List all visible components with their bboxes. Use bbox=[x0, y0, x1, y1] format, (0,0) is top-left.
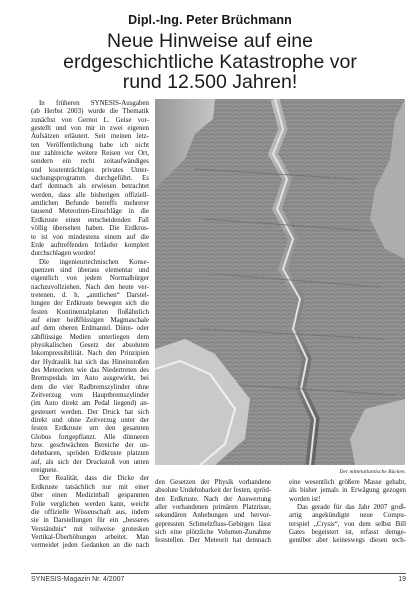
text-line: sekundären Anhebungen und hervor- bbox=[155, 511, 271, 520]
text-line: (im Auto direkt am Pedal liegend) an- bbox=[31, 399, 149, 408]
text-line: feststellen. Der Meteorit hat demnach bbox=[155, 536, 271, 545]
text-line: Vertikal-Überhöhungen arbeitet. Man bbox=[31, 532, 149, 541]
text-line: vermeidet jeden Gedanken an die nach bbox=[31, 541, 149, 550]
author-name: Dipl.-Ing. Peter Brüchmann bbox=[128, 13, 292, 27]
text-line: Bremspedals im Auto ausgewirkt, bei bbox=[31, 374, 149, 383]
figure-caption: Der mittelatlantische Rücken. bbox=[339, 469, 406, 475]
title-line-3: rund 12.500 Jahren! bbox=[122, 71, 298, 93]
text-line: die offizielle Wissenschaft aus, indem bbox=[31, 507, 149, 516]
article-column-3 bbox=[289, 478, 406, 545]
text-line: direkt und ohne Zeitverzug unter der bbox=[31, 416, 149, 425]
text-line: genüber aber keineswegs diesen tech- bbox=[289, 536, 406, 545]
text-line: absolute Undehnbarkeit der festen, spröd- bbox=[155, 486, 272, 495]
text-line: bzw. geschwächten Bereiche der un- bbox=[31, 441, 149, 450]
text-line: dehnbaren, spröden Erdkruste platzten bbox=[31, 449, 149, 458]
text-line: amtlichen Befunde betreffs mehrerer bbox=[31, 199, 149, 208]
text-line: eine wesentlich größere Masse gehabt, bbox=[289, 478, 406, 486]
text-line: Gates begeistert ist, erfasst demge- bbox=[289, 528, 406, 537]
text-line: ten Veröffentlichung habe ich nicht bbox=[31, 140, 149, 149]
text-line: Der Realität, dass die Dicke der bbox=[39, 474, 149, 483]
relief-map-graphic bbox=[155, 99, 405, 465]
text-line: werden, dass alle bisherigen offiziell- bbox=[31, 190, 149, 199]
text-line: suchungsprogramm durchgeführt. Es bbox=[31, 174, 149, 183]
article-title bbox=[14, 31, 406, 93]
text-line: sie in Darstellungen für ein „besseres bbox=[31, 516, 149, 525]
page-number: 19 bbox=[398, 576, 406, 583]
text-line: auf einer heißflüssigen Magmaschale bbox=[31, 315, 149, 324]
text-line: gesteuert werden. Der Druck hat sich bbox=[31, 407, 149, 416]
text-line: quenzen sind überaus elementar und bbox=[31, 265, 149, 274]
text-line: tretenen, d. h. „amtlichen“ Darstel- bbox=[31, 290, 149, 299]
text-line: des Meteoriten wie das Niedertreten des bbox=[31, 366, 149, 374]
text-line: dem die vier Radbremszylinder ohne bbox=[31, 382, 149, 391]
title-line-2: erdgeschichtliche Katastrophe vor bbox=[63, 50, 357, 73]
text-line: worden ist! bbox=[289, 494, 321, 503]
text-line: Erde auftreffenden Irrläufer komplett bbox=[31, 240, 149, 249]
text-line: Erdkruste tatsächlich nur mit einer bbox=[31, 482, 149, 491]
article-column-1 bbox=[31, 99, 149, 550]
text-line: festen Erdkruste um den gesamten bbox=[31, 424, 149, 433]
text-line: artig angekündigte neue Compu- bbox=[289, 511, 406, 520]
text-line: auf dem oberen Erdmantel. Dünn- oder bbox=[31, 324, 149, 333]
text-line: ereignete. bbox=[31, 466, 59, 475]
text-line: Aufsätzen erläutert. Seit meinen letz- bbox=[31, 132, 149, 141]
text-line: zähflüssige Medien unterliegen dem bbox=[31, 332, 149, 341]
text-line: lungen der Erdkruste bewegen sich die bbox=[31, 299, 149, 308]
text-line: Globus fortgepflanzt. Alle dünneren bbox=[31, 432, 149, 441]
title-line-1: Neue Hinweise auf eine bbox=[107, 30, 313, 52]
text-line: darf demnach als erwiesen betrachtet bbox=[31, 182, 149, 191]
magazine-issue: SYNESIS-Magazin Nr. 4/2007 bbox=[31, 576, 125, 583]
text-line: (ab Herbst 2003) wurde die Thematik bbox=[31, 107, 149, 116]
text-line: über einen Medizinball gespannten bbox=[31, 491, 149, 500]
text-line: Zeitverzug vom Hauptbremszylinder bbox=[31, 391, 149, 400]
text-line: aller vorhandenen primären Platzrisse, bbox=[155, 503, 271, 512]
text-line: Verständnis“ mit teilweise grotesken bbox=[31, 524, 149, 533]
text-line: sondern ein recht zeitaufwändiges bbox=[31, 157, 149, 166]
text-line: physikalischen Gesetz der absoluten bbox=[31, 340, 149, 349]
text-line: sich eine plötzliche Volumen-Zunahme bbox=[155, 528, 271, 537]
text-line: nur zahlreiche weitere Reisen vor Ort, bbox=[31, 149, 149, 158]
text-line: zunächst von Gernot L. Geise vor- bbox=[31, 115, 149, 124]
text-line: völlig übersehen haben. Die Erdkrus- bbox=[31, 224, 149, 233]
text-line: nachzuvollziehen. Nach den heute ver- bbox=[31, 282, 149, 291]
text-line: als bisher jemals in Erwägung gezogen bbox=[289, 486, 406, 495]
text-line: Erdkruste einen entscheidenden Fall bbox=[31, 215, 149, 224]
text-line: durchschlagen worden! bbox=[31, 249, 96, 258]
text-line: te ist von mindestens einem auf die bbox=[31, 232, 149, 241]
article-column-2 bbox=[155, 478, 271, 545]
text-line: auf, als sich der Druckstoß von unten bbox=[31, 457, 149, 466]
text-line: In früheren SYNESIS-Ausgaben bbox=[39, 99, 149, 107]
text-line: Das gerade für das Jahr 2007 groß- bbox=[297, 503, 406, 512]
text-line: tausend Meteoriten-Einschläge in die bbox=[31, 207, 149, 216]
text-line: Folie verglichen werden kann, weicht bbox=[31, 499, 149, 508]
text-line: eigentlich von jedem Normalbürger bbox=[31, 274, 149, 283]
text-line: und kostenträchtiges privates Unter- bbox=[31, 165, 149, 174]
text-line: festen Kontinentalplatten floßähnlich bbox=[31, 307, 149, 316]
text-line: terspiel „Crysis“, von dem selbst Bill bbox=[289, 519, 406, 528]
text-line: der Hydraulik hat sich das Hineinstoßen bbox=[31, 357, 149, 366]
seafloor-relief-image bbox=[155, 99, 405, 465]
text-line: Die ingenieurtechnischen Konse- bbox=[39, 257, 149, 266]
text-line: gepressten Schmelzfluss-Gebirgen lässt bbox=[155, 519, 271, 528]
page-footer bbox=[31, 573, 406, 586]
text-line: den Erdkruste. Nach der Auswertung bbox=[155, 494, 271, 503]
text-line: Inkompressibilität. Nach den Prinzipien bbox=[31, 349, 149, 358]
text-line: den Gesetzen der Physik vorhandene bbox=[155, 478, 271, 486]
text-line: gestellt und von mir in zwei eigenen bbox=[31, 124, 149, 133]
